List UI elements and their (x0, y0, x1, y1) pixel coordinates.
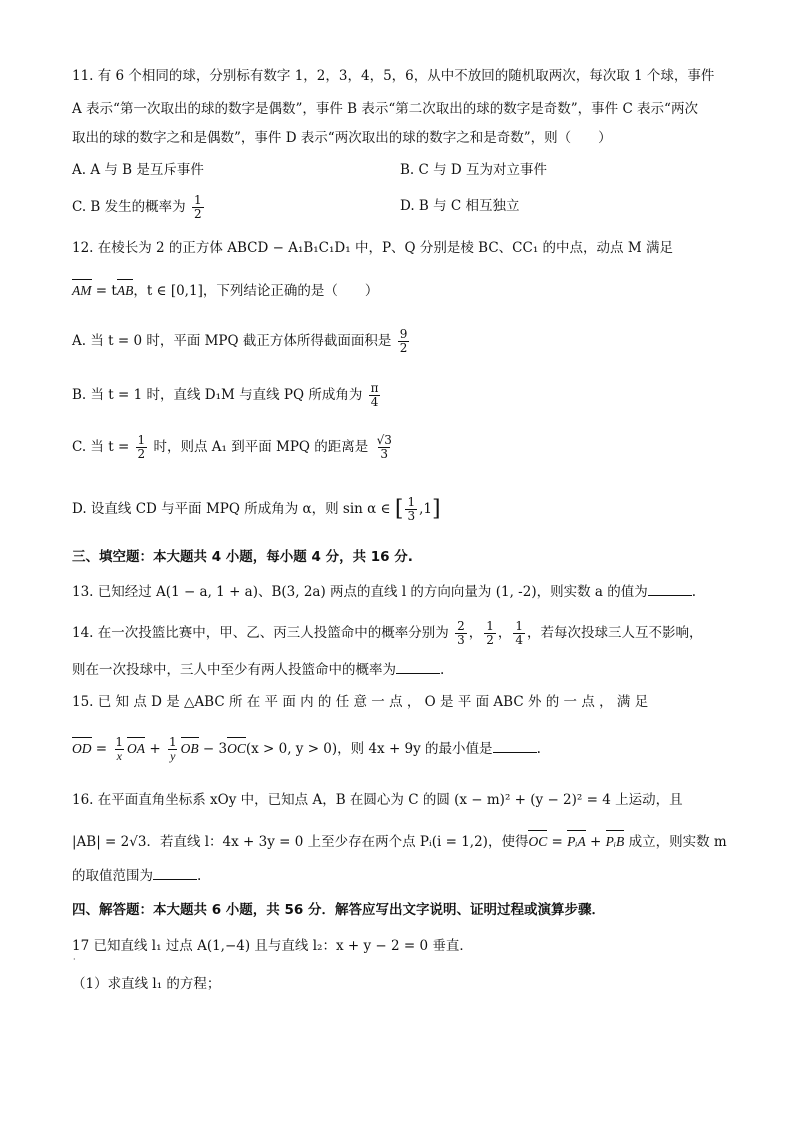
q17-line1: 17 已知直线 l₁ 过点 A(1,−4) 且与直线 l₂：x + y − 2 = 0 垂直． (72, 938, 473, 954)
q16-line1: 16. 在平面直角坐标系 xOy 中，已知点 A，B 在圆心为 C 的圆 (x − m)² + (y − 2)² = 4 上运动，且 (72, 792, 683, 808)
q12-option-a-fraction: $\frac{9}{2}$ (399, 327, 408, 355)
q13-answer-blank (648, 583, 692, 596)
q16-answer-blank (153, 867, 197, 880)
q11-option-c: C. B 发生的概率为 $\frac{1}{2}$ (72, 193, 202, 221)
q12-option-d: D. 设直线 CD 与平面 MPQ 所成角为 α，则 sin α ∈ [ $\frac{1}{3}$ ,1] (72, 495, 441, 523)
stray-dot: · (73, 955, 76, 964)
q14-line2: 则在一次投球中，三人中至少有两人投篮命中的概率为 . (72, 662, 445, 678)
q12-line2: AM = tAB，t ∈ [0,1]，下列结论正确的是（ ） (72, 283, 379, 299)
q15-fraction-2: $\frac{1}{y}$ (168, 735, 177, 763)
q12-option-b: B. 当 t = 1 时，直线 D₁M 与直线 PQ 所成角为 $\frac{\pi}{4}$ (72, 381, 379, 409)
q12-option-b-fraction: $\frac{\pi}{4}$ (370, 381, 379, 409)
q11-option-d: D. B 与 C 相互独立 (400, 198, 520, 214)
q12-option-c-t-fraction: $\frac{1}{2}$ (137, 433, 146, 461)
q12-option-d-fraction: $\frac{1}{3}$ (407, 495, 416, 523)
q17-part1: （1）求直线 l₁ 的方程； (72, 976, 221, 992)
q15-line2: OD = $\frac{1}{x}$ OA + $\frac{1}{y}$ OB − 3OC(x > 0, y > 0)，则 4x + 9y 的最小值是 . (72, 735, 541, 763)
q11-line3: 取出的球的数字之和是偶数”，事件 D 表示“两次取出的球的数字之和是奇数”，则（ ） (72, 130, 612, 146)
q12-line1: 12. 在棱长为 2 的正方体 ABCD − A₁B₁C₁D₁ 中，P、Q 分别是棱 BC、CC₁ 的中点，动点 M 满足 (72, 240, 673, 256)
q11-option-b: B. C 与 D 互为对立事件 (400, 162, 548, 178)
q11-option-c-fraction: $\frac{1}{2}$ (193, 193, 202, 221)
q14-fraction-2: $\frac{1}{2}$ (486, 619, 494, 647)
q11-line1: 11. 有 6 个相同的球，分别标有数字 1，2，3，4，5，6，从中不放回的随机取两次，每次取 1 个球，事件 (72, 68, 715, 84)
section-3-heading: 三、填空题：本大题共 4 小题，每小题 4 分，共 16 分. (72, 549, 413, 565)
q15-answer-blank (493, 740, 537, 753)
q12-option-c: C. 当 t = $\frac{1}{2}$ 时，则点 A₁ 到平面 MPQ 的距离是 $\frac{√3}{3}$ (72, 433, 392, 461)
q14-fraction-3: $\frac{1}{4}$ (515, 619, 523, 647)
q11-option-a: A. A 与 B 是互斥事件 (72, 162, 204, 178)
q15-fraction-1: $\frac{1}{x}$ (115, 735, 124, 763)
q14-answer-blank (396, 661, 440, 674)
q14-line1: 14. 在一次投篮比赛中，甲、乙、丙三人投篮命中的概率分别为 $\frac{2}{3}$ ， $\frac{1}{2}$ ， $\frac{1}{4}$ ，若每次投球三人互不影响， (72, 619, 703, 647)
q13: 13. 已知经过 A(1 − a, 1 + a)、B(3, 2a) 两点的直线 l 的方向向量为 (1, -2)，则实数 a 的值为 . (72, 584, 697, 600)
q11-line2: A 表示“第一次取出的球的数字是偶数”，事件 B 表示“第二次取出的球的数字是奇数”，事件 C 表示“两次 (72, 101, 698, 117)
q14-fraction-1: $\frac{2}{3}$ (457, 619, 465, 647)
q12-option-a: A. 当 t = 0 时，平面 MPQ 截正方体所得截面面积是 $\frac{9}{2}$ (72, 327, 408, 355)
q15-line1: 15. 已 知 点 D 是 △ABC 所 在 平 面 内 的 任 意 一 点 ， O 是 平 面 ABC 外 的 一 点 ， 满 足 (72, 694, 649, 710)
q12-option-c-fraction: $\frac{√3}{3}$ (376, 433, 392, 461)
section-4-heading: 四、解答题：本大题共 6 小题，共 56 分．解答应写出文字说明、证明过程或演算步骤． (72, 902, 605, 918)
q16-line2: |AB| = 2√3．若直线 l：4x + 3y = 0 上至少存在两个点 Pᵢ(i = 1,2)，使得OC = PᵢA + PᵢB 成立，则实数 m (72, 834, 727, 850)
q16-line3: 的取值范围为 . (72, 868, 202, 884)
